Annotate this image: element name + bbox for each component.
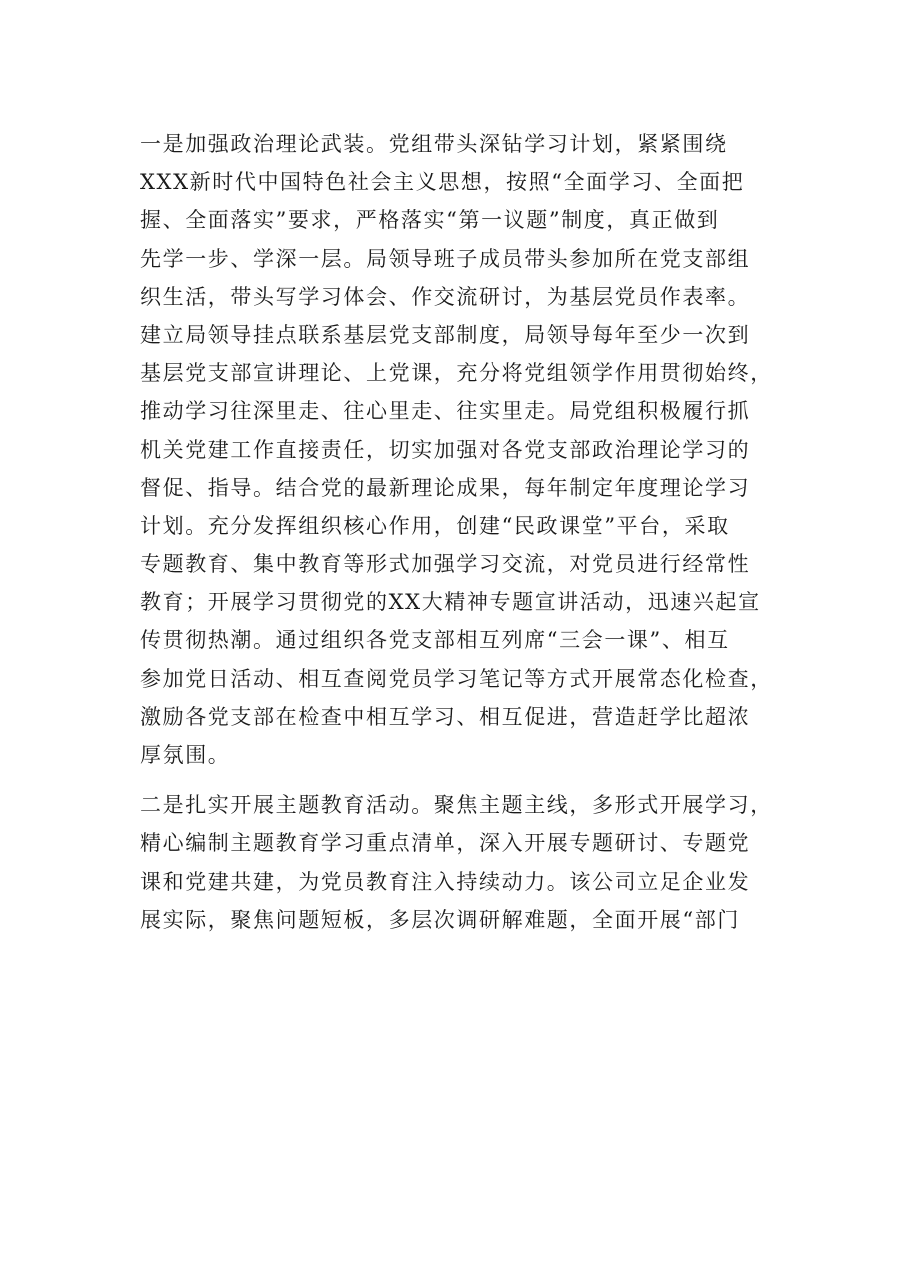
text-line: 参加党日活动、相互查阅党员学习笔记等方式开展常态化检查， bbox=[140, 666, 773, 691]
text-line: 专题教育、集中教育等形式加强学习交流，对党员进行经常性 bbox=[140, 552, 751, 577]
text-line: 机关党建工作直接责任，切实加强对各党支部政治理论学习的 bbox=[140, 437, 751, 462]
text-line: 织生活，带头写学习体会、作交流研讨，为基层党员作表率。 bbox=[140, 284, 751, 309]
text-line: 二是扎实开展主题教育活动。聚焦主题主线，多形式开展学习， bbox=[140, 793, 773, 818]
text-line: 基层党支部宣讲理论、上党课，充分将党组领学作用贯彻始终， bbox=[140, 361, 773, 386]
text-line: 教育；开展学习贯彻党的XX大精神专题宣讲活动，迅速兴起宣 bbox=[140, 590, 761, 615]
text-line: 督促、指导。结合党的最新理论成果，每年制定年度理论学习 bbox=[140, 475, 751, 500]
text-line: 握、全面落实”要求，严格落实“第一议题”制度，真正做到 bbox=[140, 208, 720, 233]
text-line: 展实际，聚焦问题短板，多层次调研解难题，全面开展“部门 bbox=[140, 907, 740, 932]
text-line: 厚氛围。 bbox=[140, 743, 231, 767]
paragraph bbox=[140, 125, 780, 774]
text-line: XXX新时代中国特色社会主义思想，按照“全面学习、全面把 bbox=[140, 170, 745, 195]
document-body bbox=[140, 125, 780, 939]
text-line: 激励各党支部在检查中相互学习、相互促进，营造赶学比超浓 bbox=[140, 704, 751, 729]
text-line: 建立局领导挂点联系基层党支部制度，局领导每年至少一次到 bbox=[140, 322, 751, 347]
text-line: 先学一步、学深一层。局领导班子成员带头参加所在党支部组 bbox=[140, 246, 751, 271]
text-line: 一是加强政治理论武装。党组带头深钻学习计划，紧紧围绕 bbox=[140, 132, 728, 156]
text-line: 精心编制主题教育学习重点清单，深入开展专题研讨、专题党 bbox=[140, 831, 751, 856]
text-line: 推动学习往深里走、往心里走、往实里走。局党组积极履行抓 bbox=[140, 399, 751, 424]
text-line: 传贯彻热潮。通过组织各党支部相互列席“三会一课”、相互 bbox=[140, 628, 730, 653]
text-line: 计划。充分发挥组织核心作用，创建“民政课堂”平台，采取 bbox=[140, 513, 730, 538]
paragraph bbox=[140, 786, 780, 939]
text-line: 课和党建共建，为党员教育注入持续动力。该公司立足企业发 bbox=[140, 869, 751, 894]
